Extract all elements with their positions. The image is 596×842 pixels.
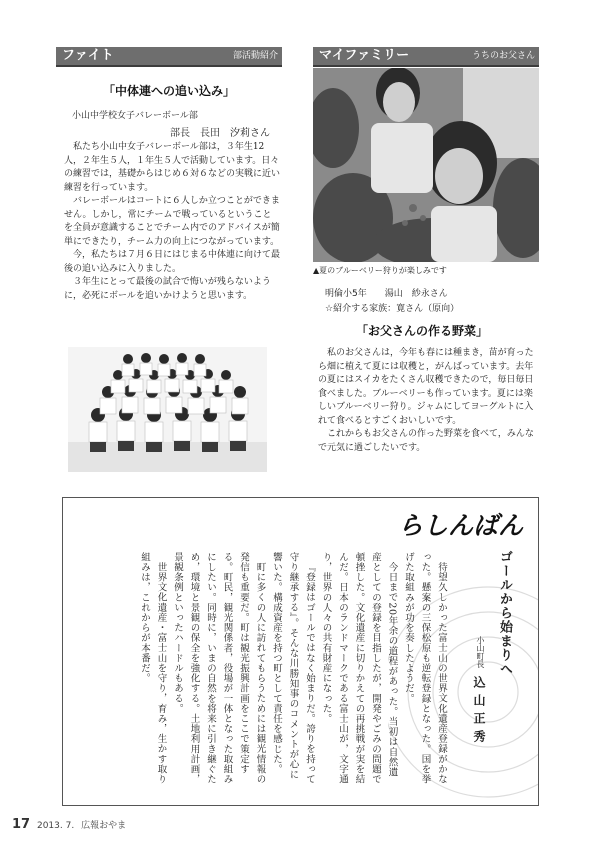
fight-paragraph: ３年生にとって最後の試合で悔いが残らないように，必死にボールを追いかけようと思います。	[64, 277, 271, 301]
family-subtitle: うちのお父さん	[471, 51, 535, 61]
family-headline: 「お父さんの作る野菜」	[356, 324, 489, 338]
fight-header-bar	[56, 47, 282, 67]
fight-article	[64, 141, 280, 303]
family-paragraph: 私のお父さんは，今年も春には種まき，苗が育ったら畑に植えて夏には収穫と，がんばっています。去年の夏にはスイカをたくさん収穫できたので，毎日毎日食べました。ブルーベリーも作っています。夏には楽しいブルーベリー狩り。ジャムにしてヨーグルトに入れて食べるとすごくおいしいです。	[318, 348, 534, 426]
fight-paragraph: バレーボールはコートに６人しか立つことができません。しかし，常にチームで戦っているということを全員が意識することでチーム内でのアドバイスが簡単にできたり，チーム力の向上につながっています。	[64, 196, 280, 247]
essay-paragraph: 『登録はゴールではなく始まりだ。誇りを持って守り継承する』。そんな川勝知事のコメントが心に響いた。構成資産を持つ町として責任を感じた。	[271, 552, 315, 784]
essay-paragraph: 世界文化遺産・富士山を守り，育み，生かす取り組みは，これからが本番だ。	[139, 552, 167, 784]
family-photo	[313, 68, 539, 262]
essay-title: ゴールから始まりへ	[497, 550, 512, 676]
family-paragraph: これからもお父さんの作った野菜を食べて，みんなで元気に過ごしたいです。	[318, 429, 534, 453]
team-photo-graphic	[68, 347, 267, 472]
family-title: マイファミリー	[319, 48, 410, 63]
fight-headline: 「中体連への追い込み」	[103, 84, 236, 98]
author-role: 小山町長	[476, 636, 485, 668]
student-line: 明倫小5年 湯山 紗永さん	[325, 289, 448, 299]
fight-paragraph: 今，私たちは７月６日にはじまる中体連に向けて最後の追い込みに入りました。	[64, 250, 281, 274]
rashinban-column	[62, 497, 539, 806]
captain-line: 部長 長田 汐莉さん	[170, 128, 270, 139]
fight-paragraph: 私たち小山中女子バレーボール部は，３年生12人，２年生５人，１年生５人で活動しています。日々の練習では，基礎からはじめ６対６などの実戦に近い練習を行っています。	[64, 142, 281, 193]
club-name: 小山中学校女子バレーボール部	[72, 111, 198, 121]
essay-paragraph: 町に多くの人に訪れてもらうためには観光情報の発信も重要だ。町は観光振興計画をここで策定する。町民，観光関係者，役場が一体となった取組みにしたい。同時に，いまの自然を将来に引き継ぐため，環境と景観の保全を強化する。土地利用計画，景観条例といったハードルもある。	[172, 552, 266, 785]
essay-paragraph: 今日まで20年余の道程があった。当初は自然遺産としての登録を目指したが，開発やごみの問題で頓挫した。文化遺産に切りかえての再挑戦が実を結んだ。日本のランドマークである富士山が，文字通り，世界の人々の共有財産になった。	[320, 552, 398, 785]
issue-date: 2013. 7.	[36, 821, 75, 831]
publication-name: 広報おやま	[81, 821, 127, 831]
family-photo-graphic	[313, 68, 539, 262]
rashinban-logo: らしんばん	[398, 511, 524, 540]
fight-subtitle: 部活動紹介	[232, 51, 278, 61]
fight-title: ファイト	[62, 48, 114, 63]
essay-body	[71, 552, 449, 786]
page-footer	[12, 817, 126, 832]
family-photo-caption: ▲夏のブルーベリー狩りが楽しみです	[313, 266, 447, 275]
team-photo	[68, 347, 267, 472]
page-number: 17	[12, 817, 31, 832]
family-header-bar	[313, 47, 539, 67]
essay-paragraph: 待望久しかった富士山の世界文化遺産登録がかなった。懸案の三保松原も逆転登録となった。国を挙げた取組みが功を奏したようだ。	[403, 552, 447, 785]
family-member-line: ☆紹介する家族：寛さん（原向）	[325, 304, 460, 314]
author-name: 込山正秀	[472, 676, 486, 748]
family-article	[318, 347, 536, 455]
